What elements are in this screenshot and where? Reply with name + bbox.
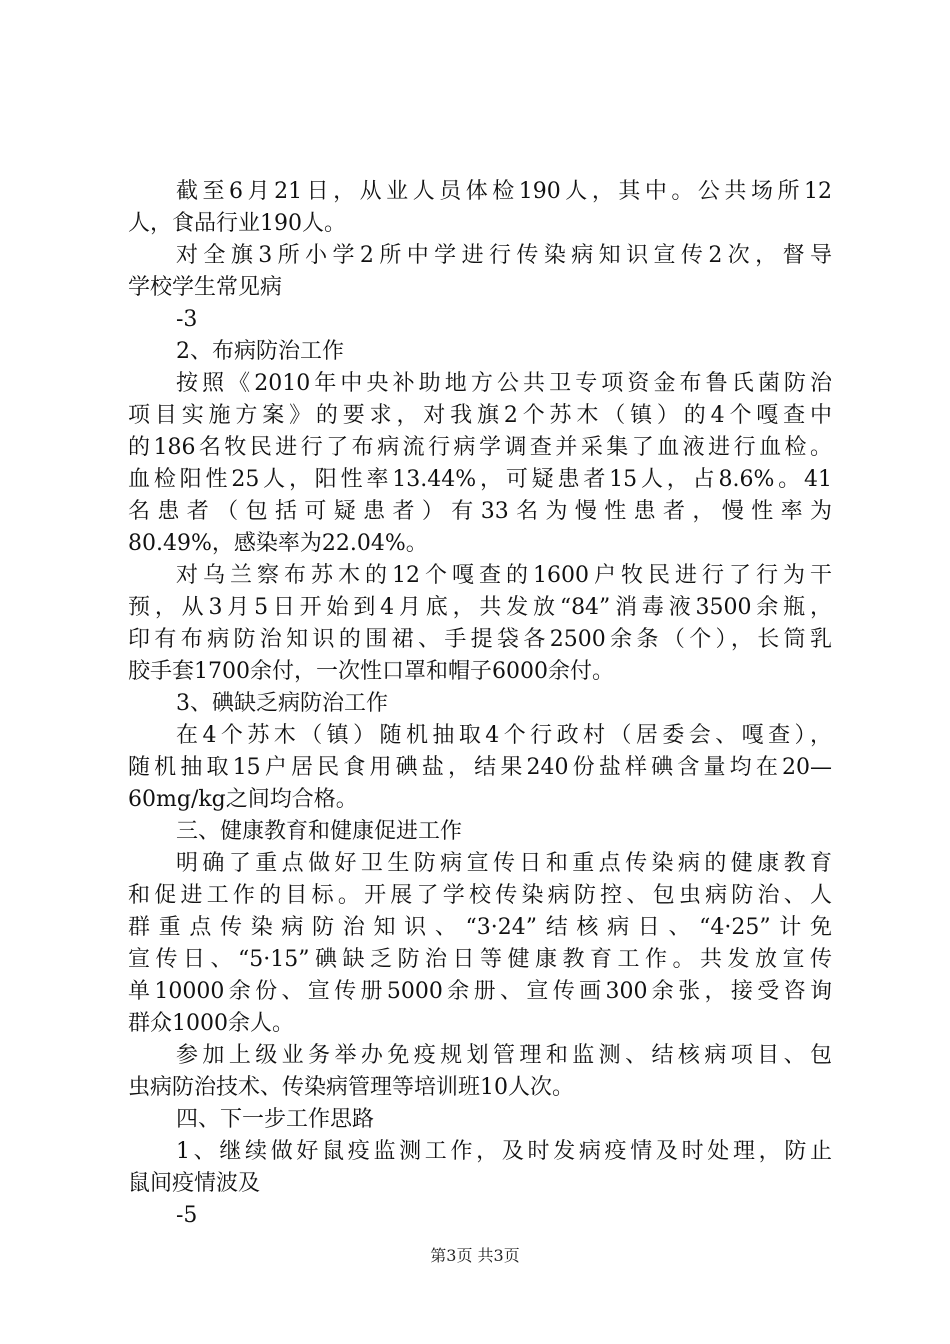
paragraph-line: 预，从3月5日开始到4月底，共发放“84”消毒液3500余瓶，: [128, 595, 832, 620]
paragraph-line: 和促进工作的目标。开展了学校传染病防控、包虫病防治、人: [128, 883, 832, 908]
paragraph-line: 胶手套1700余付，一次性口罩和帽子6000余付。: [128, 659, 614, 684]
paragraph-line: 项目实施方案》的要求，对我旗2个苏木（镇）的4个嘎查中: [128, 403, 832, 428]
page-footer: 第3页 共3页: [430, 1246, 520, 1265]
paragraph-line: 按照《2010年中央补助地方公共卫专项资金布鲁氏菌防治: [176, 371, 832, 396]
document-body: [128, 176, 832, 1232]
paragraph-line: 对乌兰察布苏木的12个嘎查的1600户牧民进行了行为干: [176, 563, 832, 588]
paragraph-line: 虫病防治技术、传染病管理等培训班10人次。: [128, 1075, 574, 1100]
paragraph-line: 截至6月21日，从业人员体检190人，其中。公共场所12: [176, 179, 832, 204]
paragraph-line: 鼠间疫情波及: [128, 1171, 261, 1196]
section-heading: 四、下一步工作思路: [176, 1107, 375, 1132]
section-heading: 三、健康教育和健康促进工作: [176, 819, 463, 844]
paragraph-line: 对全旗3所小学2所中学进行传染病知识宣传2次，督导: [176, 243, 832, 268]
paragraph-line: 学校学生常见病: [128, 275, 283, 300]
paragraph-line: 随机抽取15户居民食用碘盐，结果240份盐样碘含量均在20—: [128, 755, 832, 780]
paragraph-line: 明确了重点做好卫生防病宣传日和重点传染病的健康教育: [176, 851, 832, 876]
paragraph-line: 群重点传染病防治知识、“3·24”结核病日、“4·25”计免: [128, 915, 832, 940]
paragraph-line: 群众1000余人。: [128, 1011, 294, 1036]
paragraph-line: 的186名牧民进行了布病流行病学调查并采集了血液进行血检。: [128, 435, 832, 460]
paragraph-line: 60mg/kg之间均合格。: [128, 787, 358, 812]
paragraph-line: 在4个苏木（镇）随机抽取4个行政村（居委会、嘎查），: [176, 723, 832, 748]
section-heading: 2、布病防治工作: [176, 339, 344, 364]
paragraph-line: 80.49%，感染率为22.04%。: [128, 531, 428, 556]
paragraph-line: 印有布病防治知识的围裙、手提袋各2500余条（个），长筒乳: [128, 627, 832, 652]
page-marker: -5: [176, 1203, 198, 1228]
paragraph-line: 血检阳性25人，阳性率13.44%，可疑患者15人，占8.6%。41: [128, 467, 832, 492]
section-heading: 3、碘缺乏病防治工作: [176, 691, 388, 716]
paragraph-line: 参加上级业务举办免疫规划管理和监测、结核病项目、包: [176, 1043, 832, 1068]
page-marker: -3: [176, 307, 198, 332]
paragraph-line: 宣传日、“5·15”碘缺乏防治日等健康教育工作。共发放宣传: [128, 947, 832, 972]
paragraph-line: 1、继续做好鼠疫监测工作，及时发病疫情及时处理，防止: [176, 1139, 832, 1164]
paragraph-line: 单10000余份、宣传册5000余册、宣传画300余张，接受咨询: [128, 979, 832, 1004]
paragraph-line: 名患者（包括可疑患者）有33名为慢性患者，慢性率为: [128, 499, 832, 524]
paragraph-line: 人，食品行业190人。: [128, 211, 346, 236]
